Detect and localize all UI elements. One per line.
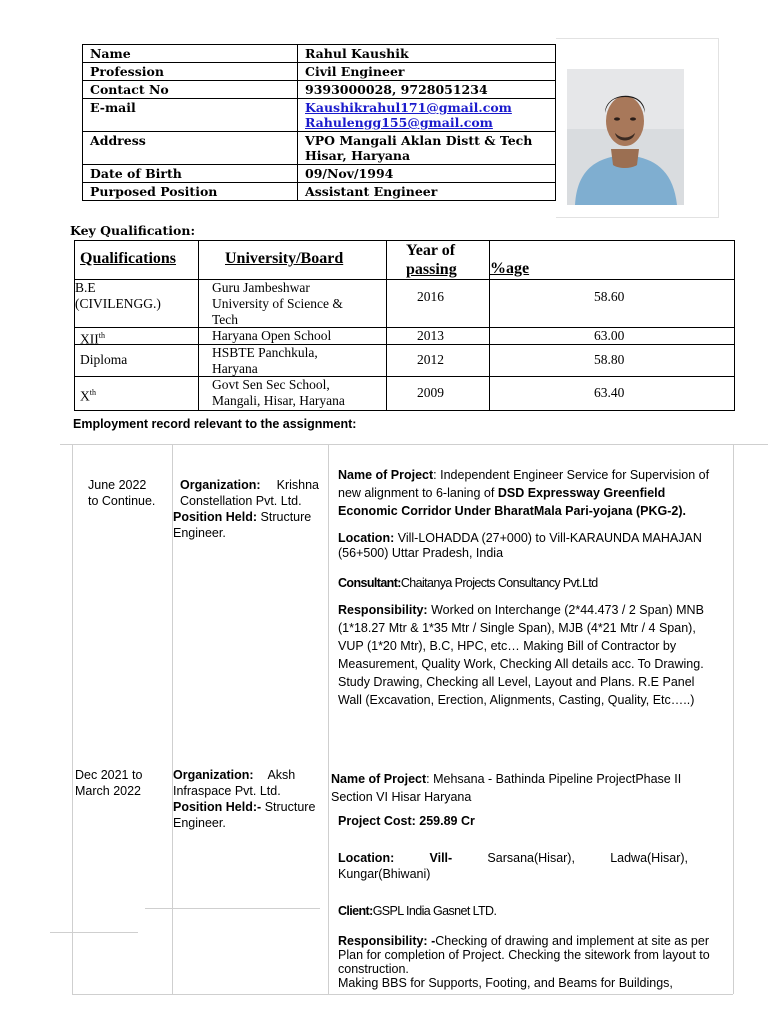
contact-label: Contact No — [83, 81, 298, 99]
university-line: University of Science & — [212, 296, 343, 311]
address-line: VPO Mangali Aklan Distt & Tech — [305, 133, 533, 148]
location-part: Vill- — [429, 851, 453, 865]
table-row — [83, 165, 556, 183]
address-cell — [298, 132, 556, 165]
position-label: Position Held: — [173, 510, 258, 524]
year-cell: 2012 — [417, 352, 444, 367]
org-name: Krishna — [276, 478, 319, 492]
position-line — [173, 509, 319, 525]
job-period — [88, 477, 155, 509]
org-label: Organization: — [180, 478, 261, 492]
consultant-text: Chaitanya Projects Consultancy Pvt.Ltd — [400, 576, 598, 590]
university-line: Guru Jambeshwar — [212, 280, 310, 295]
job-period — [75, 767, 142, 799]
qualification-x — [80, 385, 96, 405]
university-line: Haryana — [212, 361, 258, 376]
university-line: Tech — [212, 312, 239, 327]
profession-label: Profession — [83, 63, 298, 81]
location-text: Vill-LOHADDA (27+000) to Vill-KARAUNDA MAHAJAN (56+500) Uttar Pradesh, India — [338, 531, 702, 560]
table-row — [83, 63, 556, 81]
project-label: Name of Project — [338, 468, 434, 482]
project-name: DSD Expressway Greenfield Economic Corridor Under BharatMala Pari-yojana (PKG-2). — [338, 486, 686, 518]
responsibility-block — [338, 934, 722, 990]
name-label: Name — [83, 45, 298, 63]
address-line: Hisar, Haryana — [305, 148, 411, 163]
position-line — [173, 799, 319, 815]
percentage-cell: 58.80 — [594, 352, 625, 367]
employment-heading: Employment record relevant to the assignment: — [73, 417, 357, 431]
university-line: HSBTE Panchkula, — [212, 345, 318, 360]
consultant-label: Consultant: — [338, 576, 401, 590]
org-name: Aksh — [267, 768, 296, 782]
responsibility-label: Responsibility: — [338, 603, 428, 617]
responsibility-label: Responsibility: - — [338, 934, 436, 948]
position-label: Purposed Position — [83, 183, 298, 201]
table-row — [83, 132, 556, 165]
university-cell — [212, 377, 345, 409]
org-label: Organization: — [173, 768, 254, 782]
name-value: Rahul Kaushik — [298, 45, 556, 63]
location-part: Sarsana(Hisar), — [487, 851, 575, 865]
table-row — [83, 81, 556, 99]
responsibility-text-cont: Making BBS for Supports, Footing, and Beams for Buildings, — [338, 976, 673, 990]
qualification-table — [74, 240, 735, 411]
period-line: Dec 2021 to — [75, 768, 143, 782]
table-row — [83, 183, 556, 201]
university-line: Govt Sen Sec School, — [212, 377, 330, 392]
period-line: March 2022 — [75, 784, 142, 798]
dob-value: 09/Nov/1994 — [298, 165, 556, 183]
email-link[interactable]: Rahulengg155@gmail.com — [305, 115, 493, 130]
position-label: Position Held:- — [173, 800, 262, 814]
table-row — [83, 99, 556, 132]
location-label: Location: — [338, 531, 395, 545]
address-label: Address — [83, 132, 298, 165]
qualification-diploma: Diploma — [80, 352, 128, 367]
university-cell: Haryana Open School — [212, 328, 332, 343]
university-cell — [212, 280, 343, 328]
email-cell — [298, 99, 556, 132]
position-title-cont: Engineer. — [173, 526, 226, 540]
job-organization — [173, 477, 319, 541]
location-part: Kungar(Bhiwani) — [338, 867, 431, 881]
percentage-cell: 58.60 — [594, 289, 625, 304]
year-cell: 2009 — [417, 385, 444, 400]
project-text: : Mehsana - Bathinda Pipeline ProjectPhase II Section VI Hisar Haryana — [331, 772, 682, 804]
profession-value: Civil Engineer — [298, 63, 556, 81]
project-label: Name of Project — [331, 772, 427, 786]
location-block — [338, 850, 688, 882]
year-cell: 2016 — [417, 289, 444, 304]
qualification-be — [75, 280, 161, 312]
client-block — [338, 902, 496, 920]
consultant-block — [338, 574, 598, 592]
header-qualifications: Qualifications — [80, 250, 177, 267]
header-percentage: %age — [490, 260, 530, 277]
org-line — [173, 767, 319, 783]
qualification-name: XII — [80, 331, 99, 347]
position-title-cont: Engineer. — [173, 816, 226, 830]
location-label: Location: — [338, 851, 395, 865]
position-value: Assistant Engineer — [298, 183, 556, 201]
email-link[interactable]: Kaushikrahul171@gmail.com — [305, 100, 512, 115]
superscript: th — [98, 331, 105, 340]
project-text: : Independent Engineer Service for Supervision of new alignment to 6-laning of — [338, 468, 710, 500]
org-name-cont: Infraspace Pvt. Ltd. — [173, 784, 281, 798]
qualification-name: X — [80, 388, 90, 404]
responsibility-block — [338, 601, 720, 709]
qualification-xii — [80, 328, 105, 348]
header-year — [406, 241, 457, 279]
superscript: th — [89, 388, 96, 397]
location-part: Ladwa(Hisar), — [610, 851, 688, 865]
key-qualification-heading: Key Qualification: — [70, 223, 196, 238]
percentage-cell: 63.00 — [594, 328, 625, 343]
org-name-cont: Constellation Pvt. Ltd. — [180, 494, 302, 508]
qualification-name: B.E — [75, 280, 96, 295]
profile-photo — [567, 69, 684, 205]
period-line: to Continue. — [88, 494, 156, 508]
responsibility-text: Checking of drawing and implement at site as per Plan for completion of Project. Checking the sitework from layout to construction. — [338, 934, 710, 976]
org-line — [173, 477, 319, 493]
dob-label: Date of Birth — [83, 165, 298, 183]
contact-value: 9393000028, 9728051234 — [298, 81, 556, 99]
client-text: GSPL India Gasnet LTD. — [372, 904, 497, 918]
year-cell: 2013 — [417, 328, 444, 343]
location-block — [338, 531, 722, 561]
location-line — [338, 850, 688, 866]
university-line: Mangali, Hisar, Haryana — [212, 393, 345, 408]
project-name-block — [331, 770, 721, 806]
table-row — [83, 45, 556, 63]
project-name-block — [338, 466, 722, 520]
client-label: Client: — [338, 904, 373, 918]
email-label: E-mail — [83, 99, 298, 132]
percentage-cell: 63.40 — [594, 385, 625, 400]
header-university: University/Board — [225, 250, 344, 267]
university-cell — [212, 345, 318, 377]
header-year-line1: Year of — [406, 242, 456, 259]
project-cost: Project Cost: 259.89 Cr — [338, 814, 475, 828]
position-title: Structure — [264, 800, 316, 814]
responsibility-text: Worked on Interchange (2*44.473 / 2 Span) MNB (1*18.27 Mtr & 1*35 Mtr / Single Span), MJB (4*21 Mtr / 4 Span), VUP (1*20 Mtr), B.C, HPC, etc… Making Bill of Contractor by Measurement, Quality Work, Checking All details acc. To Drawing. Study Drawing, Checking all Level, Layout and Plans. R.E Panel Wall (Excavation, Erection, Alignments, Casting, Quality, Etc…..) — [338, 603, 704, 707]
header-year-line2: passing — [406, 261, 457, 278]
qualification-branch: (CIVILENGG.) — [75, 296, 161, 311]
job-organization — [173, 767, 319, 831]
personal-info-table — [82, 44, 556, 201]
period-line: June 2022 — [88, 478, 147, 492]
position-title: Structure — [260, 510, 312, 524]
